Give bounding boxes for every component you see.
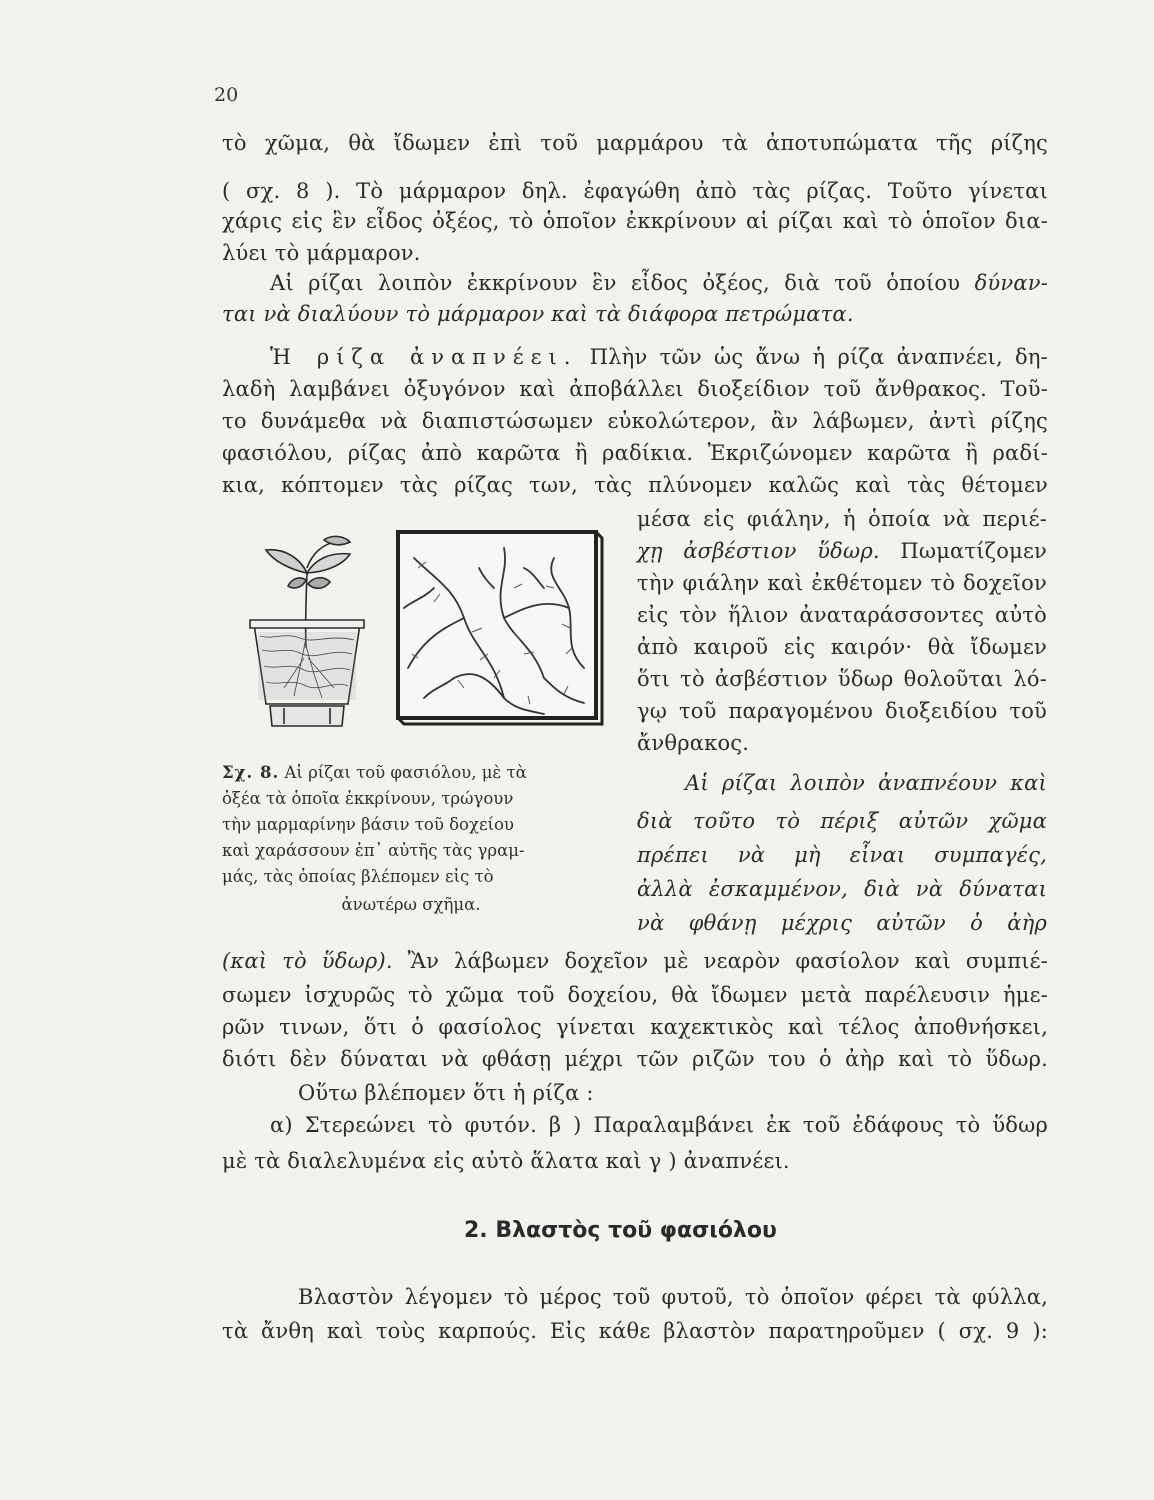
text-line: λαδὴ λαμβάνει ὀξυγόνον καὶ ἀποβάλλει διοξείδιον τοῦ ἄνθρακος. Τοῦ- <box>222 377 1048 401</box>
text-line: κια, κόπτομεν τὰς ρίζας των, τὰς πλύνομεν καλῶς καὶ τὰς θέτομεν <box>222 473 1048 497</box>
text-span: Αἱ ρίζαι λοιπὸν ἐκκρίνουν ἓν εἶδος ὀξέος, διὰ τοῦ ὁποίου <box>270 271 975 295</box>
text-line: φασιόλου, ρίζας ἀπὸ καρῶτα ἢ ραδίκια. Ἐκριζώνομεν καρῶτα ἢ ραδί- <box>222 441 1048 465</box>
text-span: Πλὴν τῶν ὡς ἄνω ἡ ρίζα ἀναπνέει, δη- <box>577 345 1048 369</box>
text-line: γῳ τοῦ παραγομένου διοξειδίου τοῦ <box>637 699 1047 723</box>
text-line: σωμεν ἰσχυρῶς τὸ χῶμα τοῦ δοχείου, θὰ ἴδωμεν μετὰ παρέλευσιν ἡμε- <box>222 983 1048 1007</box>
inline-heading: Ἡ ρίζα ἀναπνέει. <box>270 345 578 369</box>
text-line: Οὕτω βλέπομεν ὅτι ἡ ρίζα : <box>298 1081 594 1105</box>
figure-label: Σχ. 8. <box>222 763 280 782</box>
text-line: ( σχ. 8 ). Τὸ μάρμαρον δηλ. ἐφαγώθη ἀπὸ τὰς ρίζας. Τοῦτο γίνεται <box>222 179 1048 203</box>
text-line: διότι δὲν δύναται νὰ φθάσῃ μέχρι τῶν ριζῶν του ὁ ἀὴρ καὶ τὸ ὕδωρ. <box>222 1047 1048 1071</box>
text-span-italic: δύναν- <box>974 271 1048 295</box>
text-line <box>222 270 1048 296</box>
text-line: μέσα εἰς φιάλην, ἡ ὁποία νὰ περιέ- <box>637 507 1047 531</box>
text-span: Ἂν λάβωμεν δοχεῖον μὲ νεαρὸν φασίολον καὶ συμπιέ- <box>392 949 1049 973</box>
text-line: τὴν φιάλην καὶ ἐκθέτομεν τὸ δοχεῖον <box>637 571 1047 595</box>
subheading-line <box>222 344 1048 370</box>
text-line: ται νὰ διαλύουν τὸ μάρμαρον καὶ τὰ διάφορα πετρώματα. <box>222 302 854 326</box>
text-line: α) Στερεώνει τὸ φυτόν. β ) Παραλαμβάνει ἐκ τοῦ ἐδάφους τὸ ὕδωρ <box>270 1113 1048 1137</box>
section-title: 2. Βλαστὸς τοῦ φασιόλου <box>464 1218 777 1243</box>
text-line: νὰ φθάνῃ μέχρις αὐτῶν ὁ ἀὴρ <box>637 911 1047 935</box>
text-span-italic: χῃ ἀσβέστιον ὕδωρ. <box>637 539 880 563</box>
text-line: διὰ τοῦτο τὸ πέριξ αὐτῶν χῶμα <box>637 809 1047 833</box>
page-number: 20 <box>214 84 239 106</box>
text-line: ἀλλὰ ἐσκαμμένον, διὰ νὰ δύναται <box>637 877 1047 901</box>
figure-caption-line: ὀξέα τὰ ὁποῖα ἐκκρίνουν, τρώγουν <box>222 789 514 808</box>
text-line <box>637 538 1047 564</box>
text-line: χάρις εἰς ἓν εἶδος ὀξέος, τὸ ὁποῖον ἐκκρίνουν αἱ ρίζαι καὶ τὸ ὁποῖον δια- <box>222 209 1048 233</box>
text-line: τὸ χῶμα, θὰ ἴδωμεν ἐπὶ τοῦ μαρμάρου τὰ ἀποτυπώματα τῆς ρίζης <box>222 131 1048 155</box>
figure-caption-line: τὴν μαρμαρίνην βάσιν τοῦ δοχείου <box>222 815 514 834</box>
text-line: το δυνάμεθα νὰ διαπιστώσωμεν εὐκολώτερον, ἂν λάβωμεν, ἀντὶ ρίζης <box>222 409 1048 433</box>
text-line: Αἱ ρίζαι λοιπὸν ἀναπνέουν καὶ <box>685 771 1047 795</box>
text-line: ρῶν τινων, ὅτι ὁ φασίολος γίνεται καχεκτικὸς καὶ τέλος ἀποθνήσκει, <box>222 1015 1048 1039</box>
figure-caption-line <box>222 760 600 786</box>
text-line: ὅτι τὸ ἀσβέστιον ὕδωρ θολοῦται λό- <box>637 667 1047 691</box>
text-line: ἀπὸ καιροῦ εἰς καιρόν· θὰ ἴδωμεν <box>637 635 1047 659</box>
text-span-italic: (καὶ τὸ ὕδωρ). <box>222 949 393 973</box>
text-line: εἰς τὸν ἥλιον ἀναταράσσοντες αὐτὸ <box>637 603 1047 627</box>
text-span: Πωματίζομεν <box>879 539 1047 563</box>
text-line: μὲ τὰ διαλελυμένα εἰς αὐτὸ ἅλατα καὶ γ ) ἀναπνέει. <box>222 1149 790 1173</box>
marble-plate-illustration <box>394 528 604 726</box>
potted-plant-illustration <box>244 528 370 734</box>
figure-caption-line: μάς, τὰς ὁποίας βλέπομεν εἰς τὸ <box>222 867 494 886</box>
figure-caption-line: καὶ χαράσσουν ἐπ᾽ αὐτῆς τὰς γραμ- <box>222 841 525 860</box>
text-line: πρέπει νὰ μὴ εἶναι συμπαγές, <box>637 843 1047 867</box>
text-line: λύει τὸ μάρμαρον. <box>222 241 421 265</box>
caption-text: Αἱ ρίζαι τοῦ φασιόλου, μὲ τὰ <box>279 763 527 782</box>
figure-caption-line: ἀνωτέρω σχῆμα. <box>341 895 481 914</box>
text-line <box>222 948 1048 974</box>
text-line: τὰ ἄνθη καὶ τοὺς καρπούς. Εἰς κάθε βλαστὸν παρατηροῦμεν ( σχ. 9 ): <box>222 1319 1048 1343</box>
text-line: ἄνθρακος. <box>637 731 750 755</box>
text-line: Βλαστὸν λέγομεν τὸ μέρος τοῦ φυτοῦ, τὸ ὁποῖον φέρει τὰ φύλλα, <box>298 1285 1048 1309</box>
